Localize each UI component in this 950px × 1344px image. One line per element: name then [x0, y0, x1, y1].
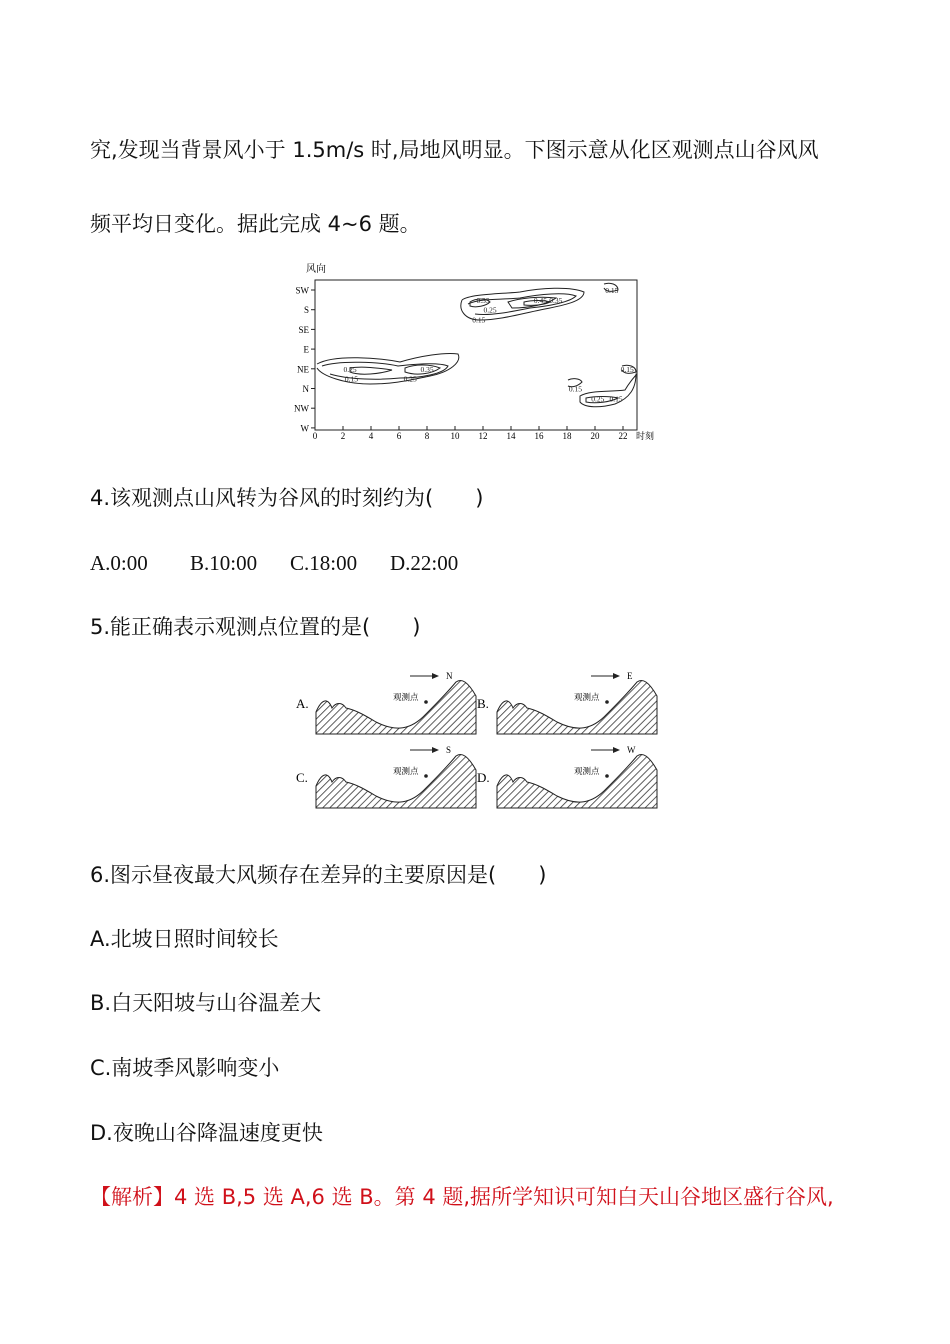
q4-stem: 4.该观测点山风转为谷风的时刻约为( )	[90, 486, 484, 510]
q4-option-a[interactable]: A.0:00	[90, 551, 148, 575]
q4-option-b[interactable]: B.10:00	[190, 551, 258, 575]
terrain-profile	[316, 755, 476, 808]
x-tick-label: 2	[340, 431, 346, 441]
panel-letter: C.	[296, 770, 308, 785]
x-tick-label: 22	[618, 431, 628, 441]
y-tick-label: SW	[295, 285, 309, 296]
contour-label: 0.45	[533, 295, 547, 305]
contour-n-outer	[580, 374, 636, 407]
panel-letter: A.	[296, 696, 309, 711]
x-axis	[313, 426, 628, 441]
analysis-text: 【解析】4 选 B,5 选 A,6 选 B。第 4 题,据所学知识可知白天山谷地区盛行谷风,	[90, 1185, 834, 1209]
chart-xlabel: 时刻	[636, 431, 655, 441]
observation-point-label: 观测点	[574, 692, 600, 702]
contour-label: 0.15	[620, 364, 634, 374]
x-tick-label: 0	[312, 431, 318, 441]
contour-label: 0.15	[605, 286, 619, 295]
y-tick-label: E	[303, 344, 309, 355]
terrain-panel-c	[296, 745, 476, 808]
terrain-profile	[497, 755, 657, 808]
contour-label: 0.25	[483, 305, 497, 315]
x-tick-label: 6	[396, 431, 402, 441]
direction-label: S	[446, 745, 452, 755]
contour-label: 0.15	[609, 394, 623, 404]
direction-label: N	[446, 671, 453, 681]
observation-point-label: 观测点	[574, 766, 600, 776]
terrain-panels	[0, 668, 950, 838]
q6-stem: 6.图示昼夜最大风频存在差异的主要原因是( )	[90, 863, 547, 887]
intro-line-1: 究,发现当背景风小于 1.5m/s 时,局地风明显。下图示意从化区观测点山谷风风	[90, 138, 819, 162]
q4-options	[90, 549, 458, 577]
observation-point-marker	[605, 700, 609, 704]
observation-point-marker	[424, 700, 428, 704]
observation-point-label: 观测点	[393, 766, 419, 776]
contour-ne-outer	[317, 353, 459, 384]
q4-option-c[interactable]: C.18:00	[290, 551, 358, 575]
contour-labels	[343, 286, 634, 403]
panel-letter: B.	[477, 696, 489, 711]
wind-frequency-chart	[0, 258, 950, 448]
contour-label: 0.15	[344, 374, 358, 384]
q6-option-d[interactable]: D.夜晚山谷降温速度更快	[90, 1121, 323, 1145]
y-tick-label: SE	[298, 324, 309, 335]
intro-line-2: 频平均日变化。据此完成 4~6 题。	[90, 212, 421, 236]
y-tick-label: NW	[294, 403, 309, 414]
direction-label: W	[627, 745, 636, 755]
direction-label: E	[627, 671, 633, 681]
q4-option-d[interactable]: D.22:00	[390, 551, 459, 575]
x-tick-label: 8	[424, 431, 430, 441]
panel-letter: D.	[477, 770, 490, 785]
terrain-profile	[316, 681, 476, 734]
y-tick-label: NE	[297, 364, 309, 375]
terrain-panel-b	[477, 671, 657, 734]
y-tick-label: N	[302, 384, 309, 394]
contour-label: 0.25	[403, 374, 417, 384]
q5-stem: 5.能正确表示观测点位置的是( )	[90, 615, 421, 639]
contour-label: 0.25	[343, 364, 357, 374]
contour-label: 0.35	[476, 295, 490, 305]
terrain-panel-a	[296, 671, 476, 734]
q6-option-b[interactable]: B.白天阳坡与山谷温差大	[90, 991, 322, 1015]
q6-option-a[interactable]: A.北坡日照时间较长	[90, 927, 279, 951]
x-tick-label: 4	[368, 431, 374, 441]
x-tick-label: 18	[562, 431, 572, 441]
x-tick-label: 12	[478, 431, 488, 441]
y-tick-label: W	[300, 423, 309, 434]
x-tick-label: 16	[534, 431, 544, 441]
q6-option-c[interactable]: C.南坡季风影响变小	[90, 1056, 280, 1080]
contour-label: 0.15	[472, 315, 486, 325]
y-axis	[294, 286, 315, 434]
x-tick-label: 20	[590, 431, 600, 441]
observation-point-label: 观测点	[393, 692, 419, 702]
contour-label: 0.35	[549, 295, 563, 305]
contour-label: 0.15	[568, 384, 582, 394]
observation-point-marker	[605, 774, 609, 778]
y-tick-label: S	[303, 305, 309, 316]
terrain-panel-d	[477, 745, 657, 808]
contour-label: 0.35	[420, 364, 434, 374]
x-tick-label: 10	[450, 431, 460, 441]
contour-label: 0.25	[591, 394, 605, 404]
x-tick-label: 14	[506, 431, 516, 441]
chart-ylabel: 风向	[306, 264, 326, 275]
observation-point-marker	[424, 774, 428, 778]
terrain-profile	[497, 681, 657, 734]
